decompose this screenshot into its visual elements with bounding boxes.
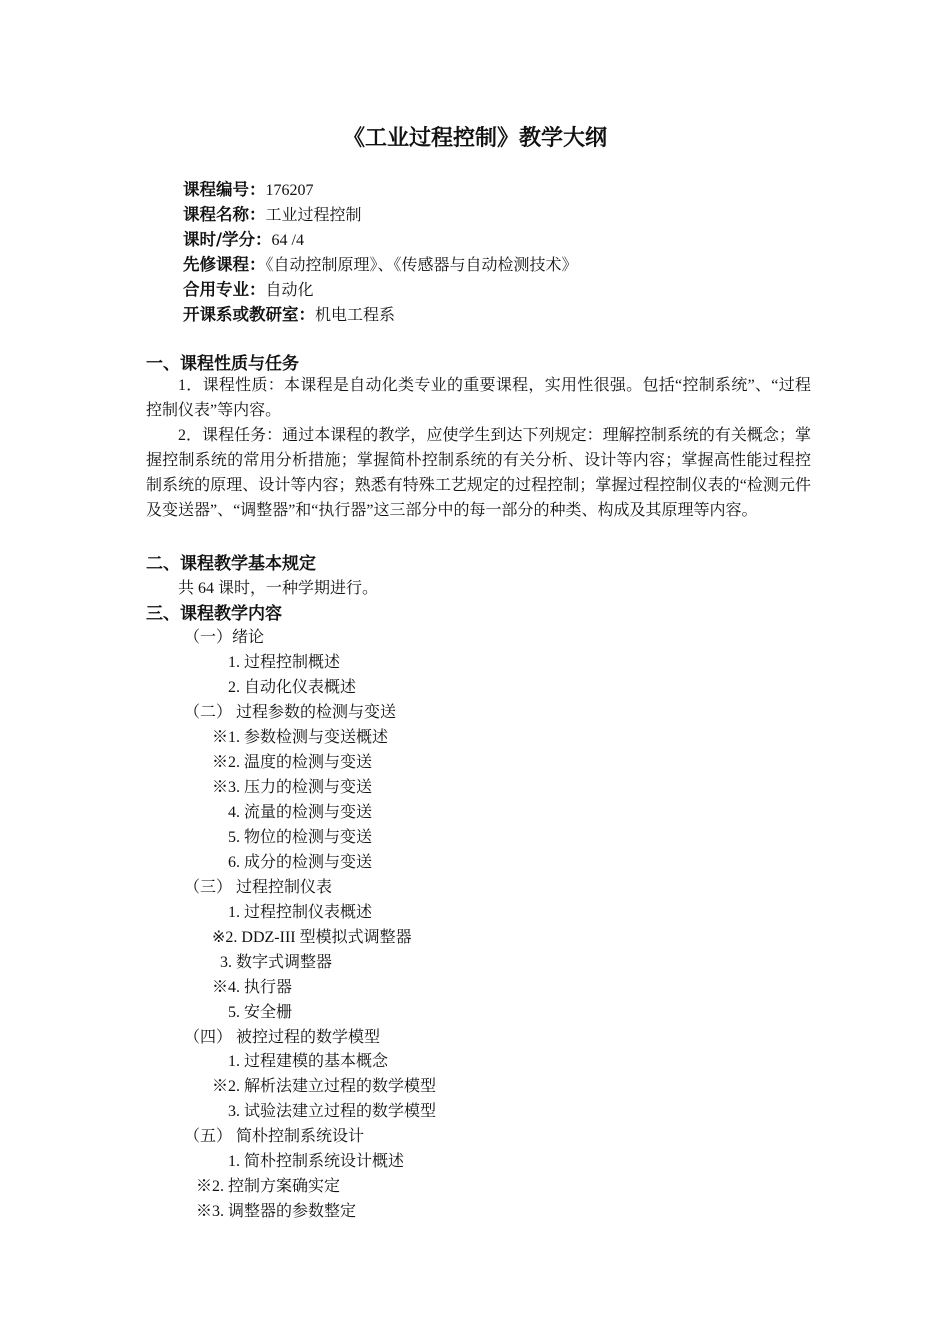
outline-item: 6. 成分的检测与变送 [228,854,373,871]
outline-chapter: （五） 简朴控制系统设计 [184,1128,365,1145]
outline-item: ※3. 压力的检测与变送 [212,779,373,796]
outline-item: ※2. DDZ-III 型模拟式调整器 [212,929,412,946]
outline-item: 1. 过程控制仪表概述 [228,904,373,921]
meta-label: 课程名称： [183,205,266,224]
meta-major [183,276,314,300]
outline-item: ※1. 参数检测与变送概述 [212,729,389,746]
outline-item: 1. 过程控制概述 [228,654,341,671]
outline-item: 3. 数字式调整器 [220,954,333,971]
outline-item: ※2. 温度的检测与变送 [212,754,373,771]
meta-label: 先修课程： [183,255,266,274]
meta-department [183,301,395,325]
meta-value: 176207 [265,182,314,199]
meta-course-name [183,201,362,225]
meta-value: 64 /4 [271,232,304,249]
outline-item: 2. 自动化仪表概述 [228,679,357,696]
meta-hours-credits [183,226,304,250]
paragraph-course-nature: 1．课程性质：本课程是自动化类专业的重要课程，实用性很强。包括“控制系统”、“过程控制仪表”等内容。 [146,377,811,419]
outline-item: 5. 物位的检测与变送 [228,829,373,846]
outline-chapter: （一）绪论 [184,629,265,646]
outline-item: 5. 安全栅 [228,1004,293,1021]
section-heading: 二、课程教学基本规定 [146,554,316,574]
outline-item: ※4. 执行器 [212,979,293,996]
meta-label: 课程编号： [183,180,266,199]
meta-value: 机电工程系 [315,307,396,324]
outline-item: ※2. 控制方案确实定 [196,1178,341,1195]
requirements-text: 共 64 课时，一种学期进行。 [178,580,379,597]
meta-label: 课时/学分： [183,230,272,249]
paragraph-course-tasks: 2．课程任务：通过本课程的教学，应使学生到达下列规定：理解控制系统的有关概念；掌握控制系统的常用分析措施；掌握简朴控制系统的有关分析、设计等内容；掌握高性能过程控制系统的原理、设计等内容；熟悉有特殊工艺规定的过程控制；掌握过程控制仪表的“检测元件及变送器”、“调整器”和“执行器”这三部分中的每一部分的种类、构成及其原理等内容。 [146,427,811,519]
meta-value: 《自动控制原理》、《传感器与自动检测技术》 [265,257,578,274]
meta-value: 工业过程控制 [265,207,362,224]
meta-prerequisites [183,251,578,275]
meta-label: 合用专业： [183,280,266,299]
outline-item: 4. 流量的检测与变送 [228,804,373,821]
outline-item: ※3. 调整器的参数整定 [196,1203,357,1220]
meta-course-number [183,176,314,200]
outline-chapter: （二） 过程参数的检测与变送 [184,704,397,721]
outline-chapter: （四） 被控过程的数学模型 [184,1029,381,1046]
section-heading: 三、课程教学内容 [146,604,282,624]
outline-item: ※2. 解析法建立过程的数学模型 [212,1078,437,1095]
outline-item: 1. 过程建模的基本概念 [228,1053,389,1070]
outline-chapter: （三） 过程控制仪表 [184,879,333,896]
meta-value: 自动化 [265,282,314,299]
document-title: 《工业过程控制》教学大纲 [342,126,607,151]
outline-item: 1. 简朴控制系统设计概述 [228,1153,405,1170]
outline-item: 3. 试验法建立过程的数学模型 [228,1103,437,1120]
meta-label: 开课系或教研室： [183,305,315,324]
section-heading: 一、课程性质与任务 [146,354,299,374]
